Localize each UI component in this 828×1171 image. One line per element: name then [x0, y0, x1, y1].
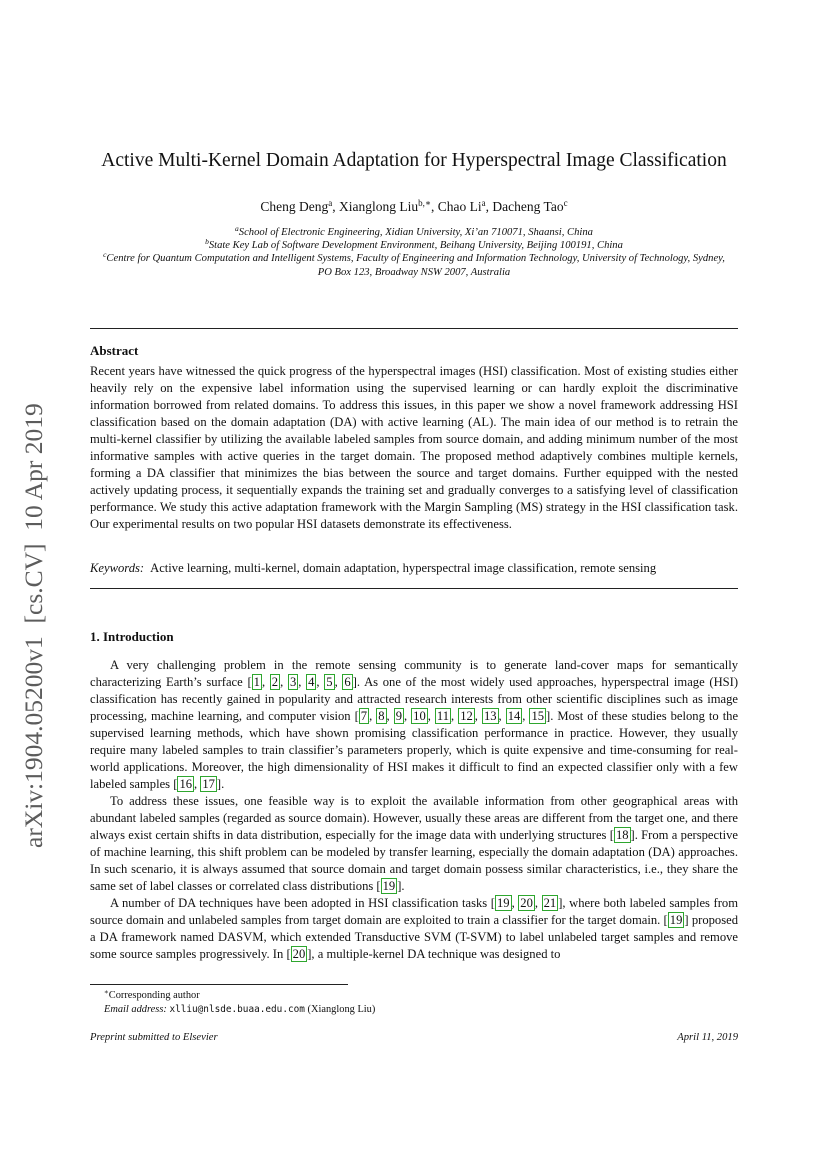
paragraph-text: ], a multiple-kernel DA technique was designed to — [307, 947, 561, 961]
corresponding-author-note: Corresponding author — [108, 990, 200, 1001]
citation-link[interactable]: 19 — [496, 896, 510, 910]
paragraph-text: ] proposed a DA framework named DASVM, which extended Transductive SVM (T-SVM) to label unlabeled target samples and remove some source samples progressively. In [ — [90, 913, 738, 961]
author-affiliation-mark: c — [563, 198, 568, 208]
paper-page — [90, 0, 738, 1171]
affiliation-line — [86, 226, 742, 239]
affiliation-text: PO Box 123, Broadway NSW 2007, Australia — [317, 266, 511, 278]
citation-link[interactable]: 6 — [344, 675, 351, 689]
citation-link[interactable]: 3 — [289, 675, 297, 689]
affiliation-text: State Key Lab of Software Development Environment, Beihang University, Beijing 100191, China — [208, 240, 623, 252]
intro-paragraph — [90, 657, 738, 793]
abstract-heading: Abstract — [90, 343, 139, 358]
paragraph-text: , — [451, 709, 459, 723]
citation-link[interactable]: 9 — [395, 709, 402, 723]
citation-link[interactable]: 13 — [483, 709, 497, 723]
citation-link[interactable]: 2 — [271, 675, 279, 689]
citation-link[interactable]: 20 — [520, 896, 533, 910]
arxiv-stamp-text: arXiv:1904.05200v1 [cs.CV] 10 Apr 2019 — [19, 403, 48, 848]
section-heading: 1. Introduction — [90, 629, 174, 644]
keywords-text: Active learning, multi-kernel, domain adaptation, hyperspectral image classification, remote sensing — [150, 561, 657, 575]
affiliation-text: School of Electronic Engineering, Xidian University, Xi’an 710071, Shaansi, China — [238, 227, 593, 238]
citation-link[interactable]: 7 — [360, 709, 368, 723]
author-affiliation-mark: a — [328, 198, 333, 208]
citation-link[interactable]: 4 — [308, 675, 315, 689]
paragraph-text: , — [386, 709, 394, 723]
paragraph-text: A number of DA techniques have been adopted in HSI classification tasks [ — [110, 896, 495, 910]
citation-link[interactable]: 12 — [460, 709, 473, 723]
affiliation-mark: b — [205, 237, 209, 247]
author-name: Cheng Deng — [260, 199, 329, 214]
citation-link[interactable]: 17 — [202, 777, 215, 791]
footnote-divider — [90, 984, 348, 985]
paragraph-text: A very challenging problem in the remote sensing community is to generate land-cover maps for semantically characterizing Earth’s surface [ — [90, 658, 738, 689]
citation-link[interactable]: 21 — [543, 896, 557, 910]
paragraph-text: , — [511, 896, 519, 910]
paragraph-text: , — [404, 709, 412, 723]
affiliation-text: Centre for Quantum Computation and Intelligent Systems, Faculty of Engineering and Information Technology, University of Technology, Sydney, — [106, 253, 725, 265]
citation-link[interactable]: 14 — [507, 709, 521, 723]
paragraph-text: ]. — [216, 777, 225, 791]
page-footer — [90, 1031, 738, 1045]
header-divider — [90, 328, 738, 329]
intro-paragraph — [90, 895, 738, 963]
author-affiliation-mark: b,∗ — [418, 198, 432, 208]
paragraph-text: , — [298, 675, 307, 689]
author-list: Cheng Deng$^a$, Xianglong Liu$^{b,∗}$, Chao Li$^a$, Dacheng Tao$^c$ — [260, 198, 568, 214]
author-affiliation-mark: a — [481, 198, 486, 208]
footnote — [90, 989, 738, 1017]
paragraph-text: To address these issues, one feasible way is to exploit the available information from other geographical areas with abundant labeled samples (regarded as source domain). However, usually these areas are different from the target one, and there always exist certain shifts in data distribution, especially for the image data with underlying structures [ — [90, 794, 738, 842]
citation-link[interactable]: 19 — [669, 913, 683, 927]
email-address-link[interactable]: xlliu@nlsde.buaa.edu.com — [169, 1004, 305, 1015]
affiliation-list — [86, 226, 742, 279]
abstract-text: Recent years have witnessed the quick progress of the hyperspectral images (HSI) classification. Most of existing studies either heavily rely on the expensive label information using the supervised learning or can hardly exploit the discriminative information borrowed from related domains. To address this issues, in this paper we show a novel framework addressing HSI classification based on the domain adaptation (DA) with active learning (AL). The main idea of our method is to retrain the multi-kernel classifier by utilizing the available labeled samples from source domain, and adding minimum number of the most informative samples with active queries in the target domain. The proposed method adaptively combines multiple kernels, forming a DA classifier that minimizes the bias between the source and target domains. Further equipped with the nested actively updating process, it sequentially expands the training set and gradually converges to a satisfying level of classification performance. We study this active adaptation framework with the Margin Sampling (MS) strategy in the HSI classification task. Our experimental results on two popular HSI datasets demonstrate its effectiveness. — [90, 364, 738, 531]
affiliation-line — [86, 252, 742, 265]
paragraph-text: , — [522, 709, 530, 723]
citation-link[interactable]: 5 — [326, 675, 333, 689]
paragraph-text: , — [427, 709, 435, 723]
affiliation-line — [86, 239, 742, 252]
affiliation-mark: c — [103, 250, 107, 260]
keywords-label: Keywords: — [90, 561, 145, 575]
preprint-note: Preprint submitted to Elsevier — [90, 1032, 218, 1043]
preprint-date: April 11, 2019 — [677, 1032, 738, 1043]
citation-link[interactable]: 10 — [413, 709, 426, 723]
citation-link[interactable]: 1 — [253, 675, 260, 689]
abstract-divider — [90, 588, 738, 589]
paper-title: Active Multi-Kernel Domain Adaptation for Hyperspectral Image Classification — [101, 150, 727, 171]
email-label: Email address: — [104, 1004, 167, 1015]
paragraph-text: , — [334, 675, 343, 689]
author-name: Chao Li — [437, 199, 482, 214]
paragraph-text: , — [316, 675, 325, 689]
paragraph-text: ]. As one of the most widely used approaches, hyperspectral image (HSI) classification has recently gained in popularity and attracted research interests from other scientific disciplines such as image processing, machine learning, and computer vision [ — [90, 675, 739, 723]
footnote-mark: ∗ — [104, 988, 109, 996]
paragraph-text: , — [280, 675, 288, 689]
citation-link[interactable]: 15 — [531, 709, 545, 723]
paragraph-text: , — [369, 709, 377, 723]
paragraph-text: , — [534, 896, 542, 910]
citation-link[interactable]: 18 — [615, 828, 629, 842]
keywords-line — [90, 560, 738, 577]
citation-link[interactable]: 20 — [292, 947, 306, 961]
paragraph-text: ]. Most of these studies belong to the supervised learning methods, which have shown promising classification performance in practice. However, they usually require many labeled samples to train classifier’s parameters properly, which is quite expensive and time-consuming for real-world applications. Moreover, the high dimensionality of HSI makes it difficult to find an expected classifier only with a few labeled samples [ — [90, 709, 739, 791]
paragraph-text: ]. From a perspective of machine learning, this shift problem can be modeled by transfer learning, especially the domain adaptation (DA) approaches. In such scenario, it is always assumed that source domain and target domain possess similar characteristics, i.e., they share the same set of label classes or correlated class distributions [ — [90, 828, 738, 893]
citation-link[interactable]: 16 — [179, 777, 193, 791]
author-name: Xianglong Liu — [339, 199, 419, 214]
affiliation-mark: a — [235, 224, 239, 233]
citation-link[interactable]: 11 — [436, 709, 450, 723]
intro-paragraph — [90, 793, 738, 895]
email-owner: (Xianglong Liu) — [307, 1004, 376, 1015]
introduction-body — [90, 657, 738, 963]
paragraph-text: , — [498, 709, 506, 723]
paragraph-text: , — [194, 777, 201, 791]
author-name: Dacheng Tao — [492, 199, 564, 214]
paragraph-text: , — [474, 709, 482, 723]
citation-link[interactable]: 19 — [382, 879, 396, 893]
paragraph-text: ]. — [397, 879, 405, 893]
affiliation-line — [86, 266, 742, 279]
arxiv-identifier-stamp — [6, 360, 56, 850]
citation-link[interactable]: 8 — [378, 709, 385, 723]
paragraph-text: , — [261, 675, 270, 689]
paragraph-text: ], where both labeled samples from source domain and unlabeled samples from target domain are exploited to train a classifier for the target domain. [ — [90, 896, 739, 927]
